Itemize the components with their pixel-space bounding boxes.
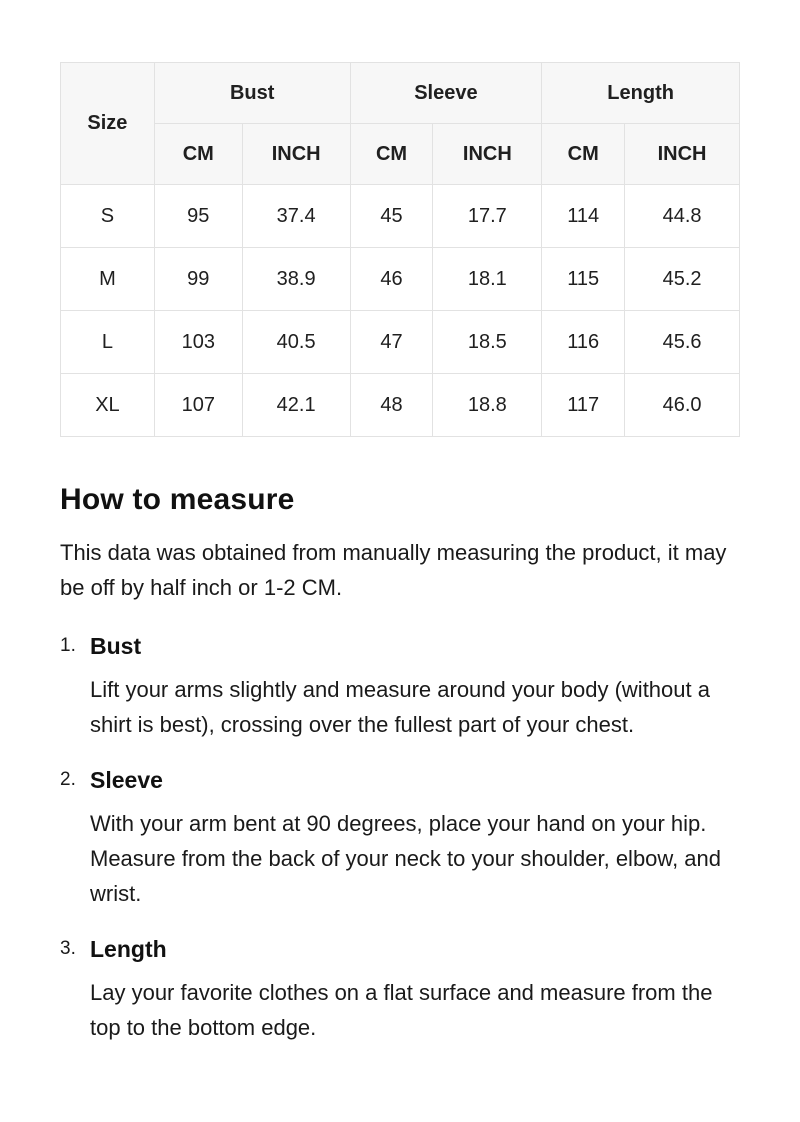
header-length-inch: INCH: [625, 124, 740, 185]
cell-bust-cm: 107: [154, 374, 242, 437]
list-item-text: With your arm bent at 90 degrees, place your hand on your hip. Measure from the back of your neck to your shoulder, elbow, and wrist.: [90, 811, 722, 906]
header-size: Size: [61, 63, 155, 185]
table-row: [61, 374, 740, 437]
header-sleeve-cm: CM: [350, 124, 433, 185]
section-heading: How to measure: [60, 483, 295, 516]
section-intro-text: This data was obtained from manually measuring the product, it may be off by half inch or 1-2 CM.: [60, 540, 727, 600]
list-item-body: [90, 934, 740, 1058]
cell-size: S: [61, 185, 155, 248]
list-item-body: [90, 765, 740, 924]
cell-sleeve-inch: 18.8: [433, 374, 542, 437]
cell-bust-cm: 99: [154, 248, 242, 311]
table-row: [61, 248, 740, 311]
list-item: [60, 631, 740, 755]
cell-length-cm: 115: [542, 248, 625, 311]
cell-bust-inch: 38.9: [242, 248, 350, 311]
cell-size: L: [61, 311, 155, 374]
cell-length-cm: 116: [542, 311, 625, 374]
cell-length-inch: 45.2: [625, 248, 740, 311]
header-length-cm: CM: [542, 124, 625, 185]
cell-size: XL: [61, 374, 155, 437]
cell-sleeve-inch: 18.1: [433, 248, 542, 311]
cell-length-inch: 44.8: [625, 185, 740, 248]
cell-sleeve-cm: 45: [350, 185, 433, 248]
header-bust-inch: INCH: [242, 124, 350, 185]
header-sleeve: Sleeve: [350, 63, 542, 124]
cell-bust-cm: 103: [154, 311, 242, 374]
cell-length-inch: 46.0: [625, 374, 740, 437]
list-item-number: 2.: [60, 769, 76, 790]
table-row: [61, 185, 740, 248]
size-chart-header: [61, 63, 740, 185]
list-item-text: Lift your arms slightly and measure around your body (without a shirt is best), crossing over the fullest part of your chest.: [90, 677, 710, 737]
list-item-label: Length: [90, 936, 167, 962]
cell-bust-cm: 95: [154, 185, 242, 248]
list-item-number: 1.: [60, 635, 76, 656]
cell-sleeve-inch: 17.7: [433, 185, 542, 248]
header-bust-cm: CM: [154, 124, 242, 185]
header-length: Length: [542, 63, 740, 124]
list-item: [60, 934, 740, 1058]
list-item-body: [90, 631, 740, 755]
cell-bust-inch: 42.1: [242, 374, 350, 437]
cell-sleeve-cm: 46: [350, 248, 433, 311]
table-row: [61, 311, 740, 374]
cell-sleeve-cm: 47: [350, 311, 433, 374]
header-sleeve-inch: INCH: [433, 124, 542, 185]
cell-bust-inch: 40.5: [242, 311, 350, 374]
how-to-measure-section: [60, 483, 740, 1058]
cell-length-cm: 117: [542, 374, 625, 437]
cell-length-cm: 114: [542, 185, 625, 248]
measure-instructions-list: [60, 631, 740, 1058]
list-item-label: Sleeve: [90, 767, 163, 793]
list-item-number: 3.: [60, 938, 76, 959]
header-bust: Bust: [154, 63, 350, 124]
list-item-label: Bust: [90, 633, 142, 659]
size-chart-table: [60, 62, 740, 437]
cell-size: M: [61, 248, 155, 311]
list-item-text: Lay your favorite clothes on a flat surface and measure from the top to the bottom edge.: [90, 980, 713, 1040]
cell-length-inch: 45.6: [625, 311, 740, 374]
page-content: [60, 0, 740, 1058]
cell-sleeve-inch: 18.5: [433, 311, 542, 374]
cell-bust-inch: 37.4: [242, 185, 350, 248]
cell-sleeve-cm: 48: [350, 374, 433, 437]
list-item: [60, 765, 740, 924]
